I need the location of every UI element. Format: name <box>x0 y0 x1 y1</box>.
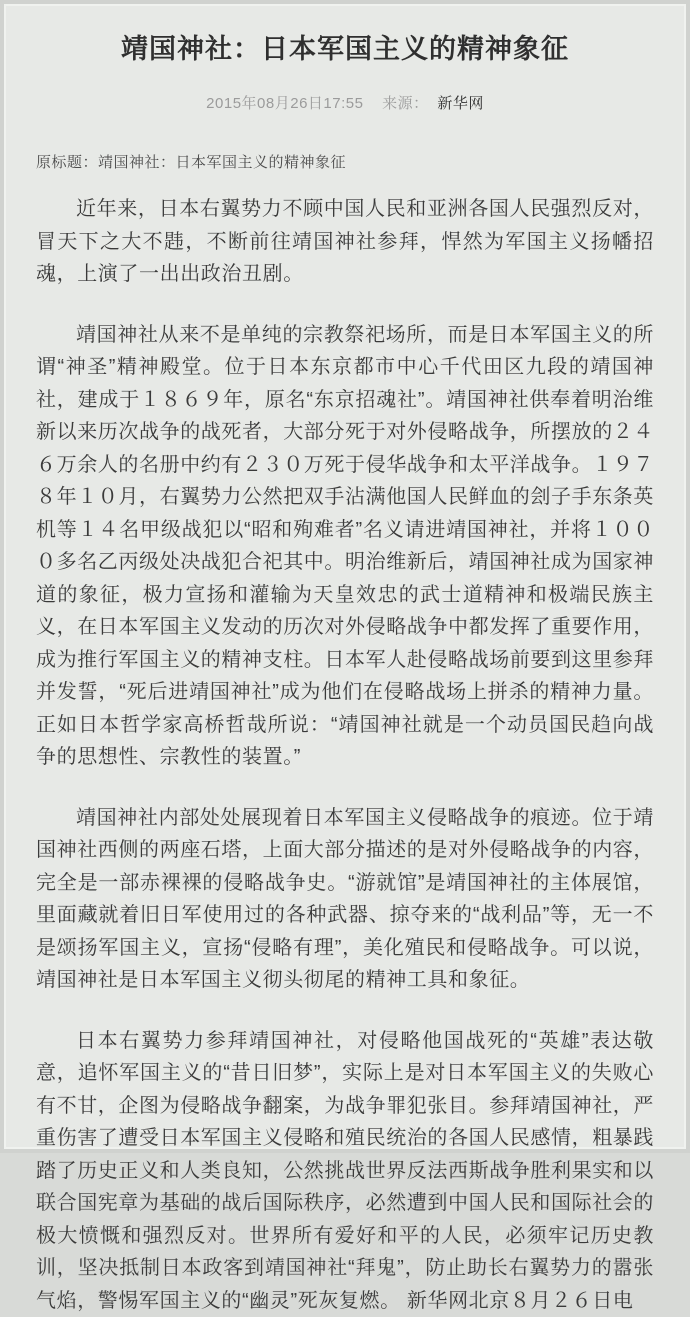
source-link[interactable]: 新华网 <box>437 95 484 112</box>
article-body <box>36 193 654 1317</box>
source-label: 来源： <box>382 95 429 112</box>
paragraph-2: 靖国神社从来不是单纯的宗教祭祀场所，而是日本军国主义的所谓“神圣”精神殿堂。位于日本东京都市中心千代田区九段的靖国神社，建成于１８６９年，原名“东京招魂社”。靖国神社供奉着明治维新以来历次战争的战死者，大部分死于对外侵略战争，所摆放的２４６万余人的名册中约有２３０万死于侵华战争和太平洋战争。１９７８年１０月，右翼势力公然把双手沾满他国人民鲜血的刽子手东条英机等１４名甲级战犯以“昭和殉难者”名义请进靖国神社，并将１０００多名乙丙级处决战犯合祀其中。明治维新后，靖国神社成为国家神道的象征，极力宣扬和灌输为天皇效忠的武士道精神和极端民族主义，在日本军国主义发动的历次对外侵略战争中都发挥了重要作用，成为推行军国主义的精神支柱。日本军人赴侵略战场前要到这里参拜并发誓，“死后进靖国神社”成为他们在侵略战场上拼杀的精神力量。正如日本哲学家高桥哲哉所说：“靖国神社就是一个动员国民趋向战争的思想性、宗教性的装置。” <box>36 319 654 774</box>
original-title-line <box>36 153 654 173</box>
original-title-text: 靖国神社：日本军国主义的精神象征 <box>98 154 346 171</box>
article-meta <box>36 94 654 113</box>
paragraph-1: 近年来，日本右翼势力不顾中国人民和亚洲各国人民强烈反对，冒天下之大不韪，不断前往靖国神社参拜，悍然为军国主义扬幡招魂，上演了一出出政治丑剧。 <box>36 193 654 291</box>
original-title-label: 原标题： <box>36 154 98 171</box>
paragraph-3: 靖国神社内部处处展现着日本军国主义侵略战争的痕迹。位于靖国神社西侧的两座石塔，上面大部分描述的是对外侵略战争的内容，完全是一部赤裸裸的侵略战争史。“游就馆”是靖国神社的主体展馆，里面藏就着旧日军使用过的各种武器、掠夺来的“战利品”等，无一不是颂扬军国主义，宣扬“侵略有理”，美化殖民和侵略战争。可以说，靖国神社是日本军国主义彻头彻尾的精神工具和象征。 <box>36 802 654 997</box>
paragraph-4: 日本右翼势力参拜靖国神社，对侵略他国战死的“英雄”表达敬意，追怀军国主义的“昔日旧梦”，实际上是对日本军国主义的失败心有不甘，企图为侵略战争翻案，为战争罪犯张目。参拜靖国神社，严重伤害了遭受日本军国主义侵略和殖民统治的各国人民感情，粗暴践踏了历史正义和人类良知，公然挑战世界反法西斯战争胜利果实和以联合国宪章为基础的战后国际秩序，必然遭到中国人民和国际社会的极大愤慨和强烈反对。世界所有爱好和平的人民，必须牢记历史教训，坚决抵制日本政客到靖国神社“拜鬼”，防止助长右翼势力的嚣张气焰，警惕军国主义的“幽灵”死灰复燃。 新华网北京８月２６日电 <box>36 1025 654 1317</box>
article-title: 靖国神社：日本军国主义的精神象征 <box>36 28 654 66</box>
publish-date: 2015年08月26日17:55 <box>206 95 363 112</box>
